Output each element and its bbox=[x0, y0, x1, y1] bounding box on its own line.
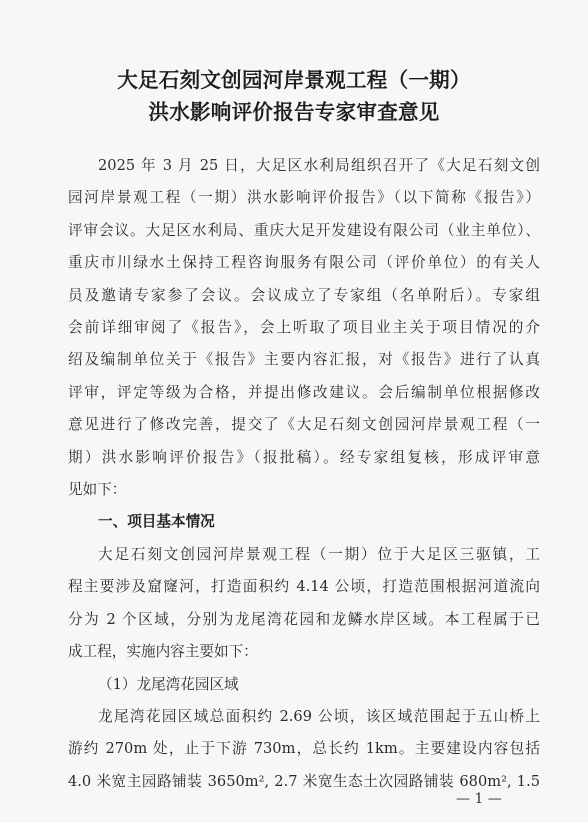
paragraph-1-line: 见如下： bbox=[68, 481, 127, 499]
paragraph-1-line: 园河岸景观工程（一期）洪水影响评价报告》（以下简称《报告》） bbox=[68, 189, 540, 207]
paragraph-1-line: 评审，评定等级为合格，并提出修改建议。会后编制单位根据修改 bbox=[68, 383, 540, 401]
paragraph-1-line: 会前详细审阅了《报告》，会上听取了项目业主关于项目情况的介 bbox=[68, 319, 540, 337]
paragraph-1-line: 期）洪水影响评价报告》（报批稿）。经专家组复核，形成评审意 bbox=[68, 448, 540, 466]
section-heading: 一、项目基本情况 bbox=[98, 513, 215, 531]
paragraph-2-line: 大足石刻文创园河岸景观工程（一期）位于大足区三驱镇，工 bbox=[98, 545, 540, 563]
paragraph-2-line: 分为 2 个区域，分别为龙尾湾花园和龙鳞水岸区域。本工程属于已 bbox=[68, 610, 540, 628]
paragraph-1-line: 意见进行了修改完善，提交了《大足石刻文创园河岸景观工程（一 bbox=[68, 416, 540, 434]
page-number: — 1 — bbox=[456, 791, 502, 807]
paragraph-3-line: 游约 270m 处，止于下游 730m，总长约 1km。主要建设内容包括 bbox=[68, 740, 540, 758]
paragraph-1-line: 绍及编制单位关于《报告》主要内容汇报，对《报告》进行了认真 bbox=[68, 351, 540, 369]
paragraph-2-line: 成工程，实施内容主要如下： bbox=[68, 643, 258, 661]
paragraph-3-line: 4.0 米宽主园路铺装 3650m², 2.7 米宽生态土次园路铺装 680m², 1.5 bbox=[68, 772, 540, 790]
paragraph-1-line: 重庆市川绿水土保持工程咨询服务有限公司（评价单位）的有关人 bbox=[68, 254, 540, 272]
paragraph-2-line: 程主要涉及窟窿河，打造面积约 4.14 公顷，打造范围根据河道流向 bbox=[68, 578, 540, 596]
document-title-line2: 洪水影响评价报告专家审查意见 bbox=[148, 100, 440, 124]
subsection-heading: （1）龙尾湾花园区域 bbox=[98, 675, 239, 693]
paragraph-3-line: 龙尾湾花园区域总面积约 2.69 公顷，该区域范围起于五山桥上 bbox=[98, 707, 540, 725]
paragraph-1-line: 2025 年 3 月 25 日，大足区水利局组织召开了《大足石刻文创 bbox=[98, 157, 540, 174]
paragraph-1-line: 评审会议。大足区水利局、重庆大足开发建设有限公司（业主单位）、 bbox=[68, 221, 540, 239]
paragraph-1-line: 员及邀请专家参了会议。会议成立了专家组（名单附后）。专家组 bbox=[68, 286, 540, 304]
document-title-line1: 大足石刻文创园河岸景观工程（一期） bbox=[117, 68, 471, 92]
document-body bbox=[68, 150, 540, 798]
